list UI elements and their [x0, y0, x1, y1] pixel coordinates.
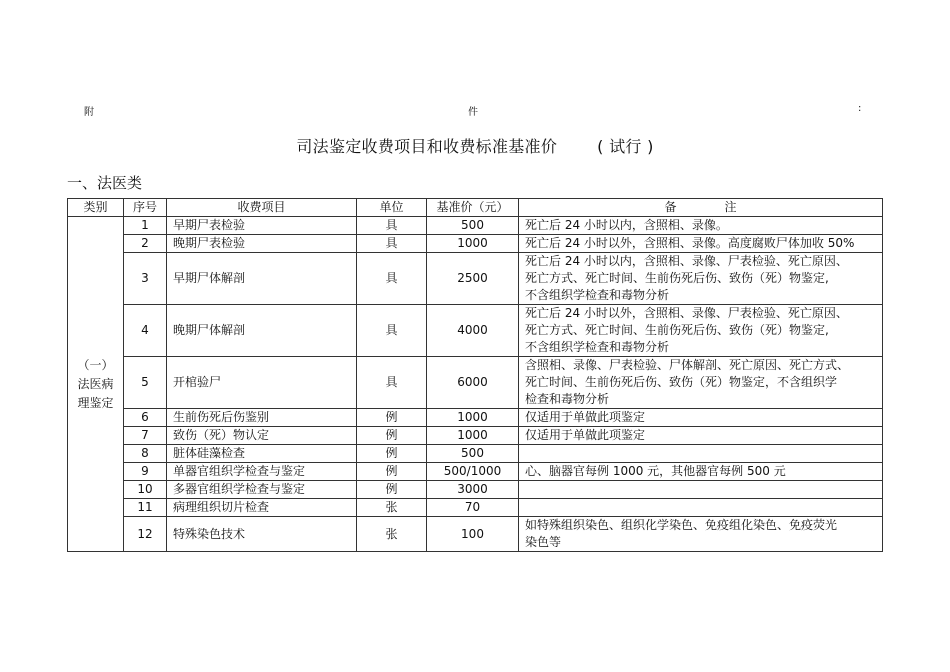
notes-cell — [519, 517, 883, 552]
table-row — [68, 409, 883, 427]
unit-cell: 具 — [357, 305, 427, 357]
note-line: 心、脑器官每例 1000 元，其他器官每例 500 元 — [525, 464, 786, 478]
unit-cell: 张 — [357, 499, 427, 517]
notes-cell — [519, 357, 883, 409]
category-line: 理鉴定 — [77, 395, 114, 410]
fee-item-cell: 脏体硅藻检查 — [167, 445, 357, 463]
unit-cell: 具 — [357, 357, 427, 409]
notes-cell — [519, 481, 883, 499]
note-line: 仅适用于单做此项鉴定 — [525, 428, 646, 442]
notes-cell — [519, 235, 883, 253]
note-line: 死亡后 24 小时以内，含照相、录像。 — [525, 218, 728, 232]
note-line: 死亡时间、生前伤死后伤、致伤（死）物鉴定，不含组织学 — [525, 375, 838, 389]
attachment-label-2: 件 — [468, 107, 478, 118]
unit-cell: 具 — [357, 253, 427, 305]
row-number-cell: 11 — [124, 499, 167, 517]
unit-cell: 例 — [357, 481, 427, 499]
table-row — [68, 357, 883, 409]
table-row — [68, 217, 883, 235]
row-number-cell: 2 — [124, 235, 167, 253]
title-main: 司法鉴定收费项目和收费标准基准价 — [296, 137, 558, 156]
row-number-cell: 1 — [124, 217, 167, 235]
fee-table — [67, 198, 883, 552]
column-header-number: 序号 — [124, 199, 167, 217]
row-number-cell: 4 — [124, 305, 167, 357]
unit-cell: 具 — [357, 235, 427, 253]
row-number-cell: 5 — [124, 357, 167, 409]
category-cell — [68, 217, 124, 552]
fee-item-cell: 特殊染色技术 — [167, 517, 357, 552]
note-line: 死亡后 24 小时以外，含照相、录像。高度腐败尸体加收 50% — [525, 236, 855, 250]
row-number-cell: 6 — [124, 409, 167, 427]
column-header-item: 收费项目 — [167, 199, 357, 217]
unit-cell: 张 — [357, 517, 427, 552]
row-number-cell: 10 — [124, 481, 167, 499]
table-row — [68, 445, 883, 463]
unit-cell: 例 — [357, 463, 427, 481]
note-line: 不含组织学检查和毒物分析 — [525, 340, 670, 354]
price-cell: 100 — [427, 517, 519, 552]
notes-cell — [519, 409, 883, 427]
attachment-label-colon: : — [858, 103, 862, 114]
note-line: 死亡方式、死亡时间、生前伤死后伤、致伤（死）物鉴定, — [525, 271, 829, 285]
note-line: 仅适用于单做此项鉴定 — [525, 410, 646, 424]
row-number-cell: 9 — [124, 463, 167, 481]
notes-cell — [519, 445, 883, 463]
price-cell: 500 — [427, 445, 519, 463]
column-header-unit: 单位 — [357, 199, 427, 217]
note-line: 死亡方式、死亡时间、生前伤死后伤、致伤（死）物鉴定, — [525, 323, 829, 337]
row-number-cell: 7 — [124, 427, 167, 445]
attachment-label-1: 附 — [84, 107, 94, 118]
table-row — [68, 481, 883, 499]
fee-item-cell: 单器官组织学检查与鉴定 — [167, 463, 357, 481]
note-line: 检查和毒物分析 — [525, 392, 610, 406]
price-cell: 6000 — [427, 357, 519, 409]
document-title — [0, 134, 950, 157]
table-row — [68, 517, 883, 552]
row-number-cell: 12 — [124, 517, 167, 552]
table-row — [68, 463, 883, 481]
price-cell: 4000 — [427, 305, 519, 357]
notes-cell — [519, 217, 883, 235]
unit-cell: 具 — [357, 217, 427, 235]
fee-item-cell: 致伤（死）物认定 — [167, 427, 357, 445]
section-heading: 一、法医类 — [67, 174, 143, 192]
fee-item-cell: 晚期尸表检验 — [167, 235, 357, 253]
note-line: 染色等 — [525, 535, 562, 549]
price-cell: 70 — [427, 499, 519, 517]
price-cell: 2500 — [427, 253, 519, 305]
title-suffix: ( 试行 ) — [597, 137, 654, 156]
price-cell: 500/1000 — [427, 463, 519, 481]
table-row — [68, 427, 883, 445]
row-number-cell: 3 — [124, 253, 167, 305]
price-cell: 3000 — [427, 481, 519, 499]
fee-item-cell: 晚期尸体解剖 — [167, 305, 357, 357]
table-row — [68, 235, 883, 253]
fee-item-cell: 病理组织切片检查 — [167, 499, 357, 517]
column-header-category: 类别 — [68, 199, 124, 217]
notes-cell — [519, 463, 883, 481]
notes-cell — [519, 427, 883, 445]
row-number-cell: 8 — [124, 445, 167, 463]
table-row — [68, 499, 883, 517]
notes-cell — [519, 253, 883, 305]
unit-cell: 例 — [357, 427, 427, 445]
price-cell: 1000 — [427, 235, 519, 253]
fee-item-cell: 开棺验尸 — [167, 357, 357, 409]
fee-item-cell: 早期尸表检验 — [167, 217, 357, 235]
note-line: 不含组织学检查和毒物分析 — [525, 288, 670, 302]
notes-cell — [519, 499, 883, 517]
note-line: 如特殊组织染色、组织化学染色、免疫组化染色、免疫荧光 — [525, 518, 838, 532]
table-header-row — [68, 199, 883, 217]
price-cell: 1000 — [427, 427, 519, 445]
table-row — [68, 305, 883, 357]
note-line: 含照相、录像、尸表检验、尸体解剖、死亡原因、死亡方式、 — [525, 358, 850, 372]
category-line: 法医病 — [77, 376, 114, 391]
unit-cell: 例 — [357, 409, 427, 427]
column-header-price: 基准价（元） — [427, 199, 519, 217]
fee-item-cell: 早期尸体解剖 — [167, 253, 357, 305]
notes-cell — [519, 305, 883, 357]
price-cell: 1000 — [427, 409, 519, 427]
fee-item-cell: 多器官组织学检查与鉴定 — [167, 481, 357, 499]
note-line: 死亡后 24 小时以外，含照相、录像、尸表检验、死亡原因、 — [525, 306, 848, 320]
unit-cell: 例 — [357, 445, 427, 463]
price-cell: 500 — [427, 217, 519, 235]
fee-item-cell: 生前伤死后伤鉴别 — [167, 409, 357, 427]
note-line: 死亡后 24 小时以内，含照相、录像、尸表检验、死亡原因、 — [525, 254, 848, 268]
category-line: （一） — [77, 357, 114, 372]
column-header-notes: 备 注 — [519, 199, 883, 217]
table-row — [68, 253, 883, 305]
